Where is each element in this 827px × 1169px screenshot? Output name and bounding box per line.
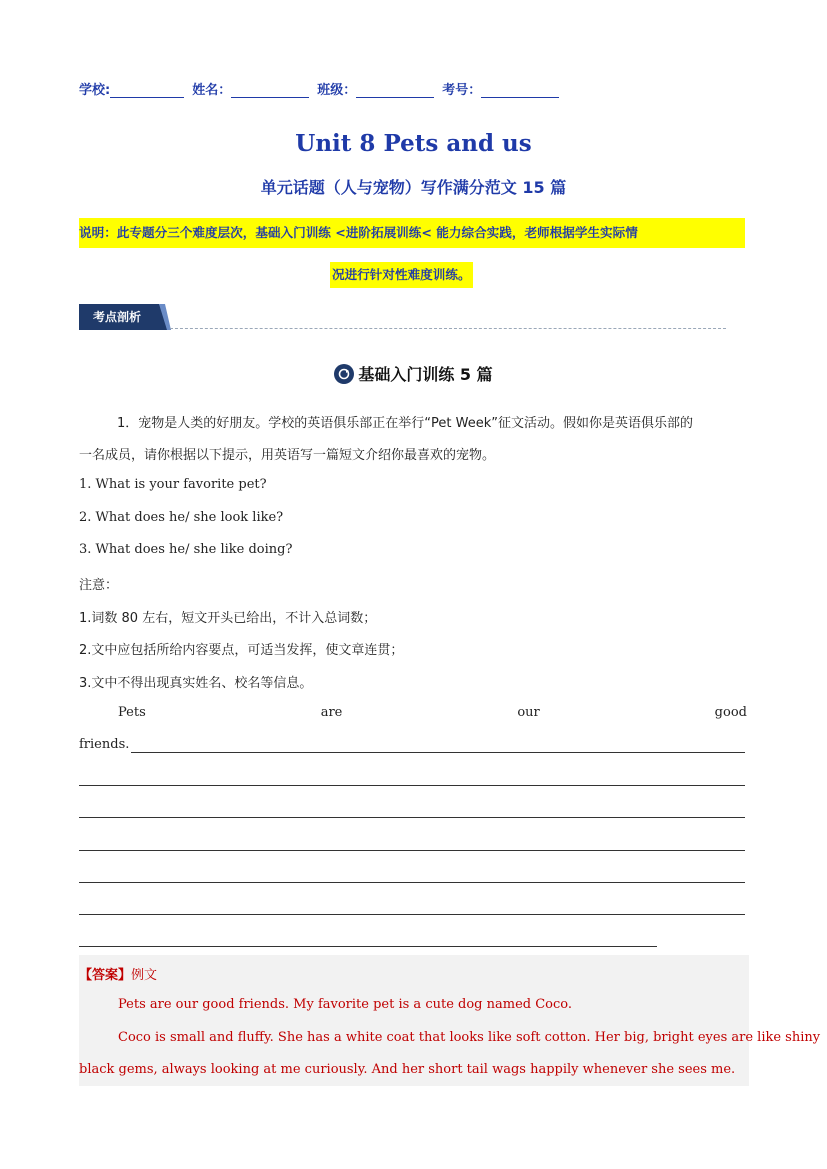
note-3: 3.文中不得出现真实姓名、校名等信息。 (79, 676, 313, 691)
note-line-1: 说明：此专题分三个难度层次，基础入门训练 <进阶拓展训练< 能力综合实践，老师根据学生实际情 (79, 218, 745, 248)
name-blank[interactable] (231, 83, 309, 98)
refresh-icon (334, 364, 354, 384)
page-title: Unit 8 Pets and us (295, 130, 532, 157)
exam-no-blank[interactable] (481, 83, 559, 98)
writing-line[interactable] (79, 817, 745, 818)
section-divider (170, 328, 726, 329)
answer-line-3: black gems, always looking at me curiously. And her short tail wags happily whenever she sees me. (79, 1062, 736, 1077)
answer-line-1: Pets are our good friends. My favorite pet is a cute dog named Coco. (118, 997, 573, 1012)
notes-label: 注意： (79, 578, 119, 593)
answer-line-2: Coco is small and fluffy. She has a white coat that looks like soft cotton. Her big, bright eyes are like shiny (118, 1030, 821, 1045)
writing-line[interactable] (79, 785, 745, 786)
writing-line[interactable] (131, 752, 745, 753)
section-tab (79, 302, 169, 330)
writing-line[interactable] (79, 946, 657, 947)
class-label: 班级： (317, 83, 357, 98)
writing-line[interactable] (79, 850, 745, 851)
school-blank[interactable] (110, 83, 184, 98)
sub-heading-text: 基础入门训练 5 篇 (358, 365, 493, 384)
writing-line[interactable] (79, 882, 745, 883)
school-label: 学校: (79, 83, 111, 98)
question-1: 1. What is your favorite pet? (79, 477, 267, 492)
writing-line[interactable] (79, 914, 745, 915)
answer-label: 【答案】 (79, 968, 132, 983)
note-2: 2.文中应包括所给内容要点，可适当发挥，使文章连贯； (79, 643, 404, 658)
class-blank[interactable] (356, 83, 434, 98)
name-label: 姓名： (192, 83, 232, 98)
student-info-line (79, 79, 559, 98)
note-1: 1.词数 80 左右，短文开头已给出，不计入总词数； (79, 611, 377, 626)
question-2: 2. What does he/ she look like? (79, 510, 284, 525)
starter-word: Pets (118, 705, 146, 720)
task-intro-2: 一名成员，请你根据以下提示，用英语写一篇短文介绍你最喜欢的宠物。 (79, 448, 496, 463)
starter-word: are (320, 705, 343, 720)
sub-heading (0, 362, 827, 385)
section-tab-label: 考点剖析 (93, 310, 142, 324)
starter-end: friends. (79, 737, 130, 752)
answer-box (79, 955, 821, 1086)
note-line-2: 况进行针对性难度训练。 (330, 262, 473, 288)
starter-sentence (79, 705, 747, 720)
answer-heading (79, 964, 157, 983)
starter-word: good (714, 705, 747, 720)
starter-word: our (517, 705, 540, 720)
page-subtitle: 单元话题（人与宠物）写作满分范文 15 篇 (260, 178, 567, 197)
task-intro-1: 1．宠物是人类的好朋友。学校的英语俱乐部正在举行“Pet Week”征文活动。假如你是英语俱乐部的 (117, 416, 693, 431)
exam-no-label: 考号： (442, 83, 482, 98)
answer-sub: 例文 (131, 968, 158, 983)
question-3: 3. What does he/ she like doing? (79, 542, 293, 557)
